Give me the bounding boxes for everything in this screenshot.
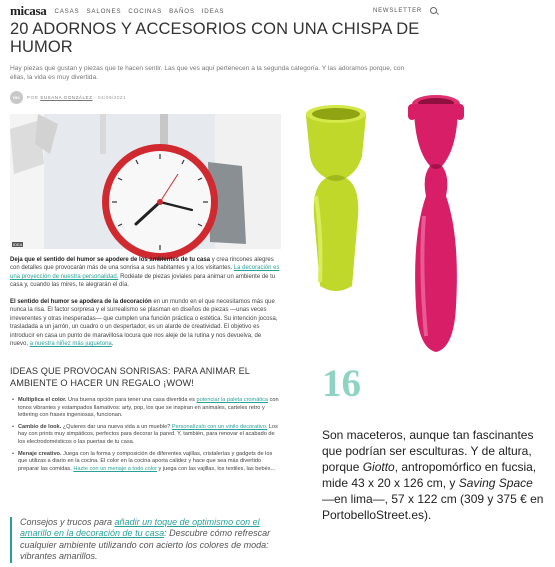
meta-prefix: POR [27, 95, 39, 100]
bullet-3-text: Juega con la forma y composición de diferentes vajillas, cristalerías y gadgets de los que utilizas a diario en la cocina. El color en la cocina aporta calidez y hace que sea más divertido preparar las comidas. [18, 450, 273, 472]
author-link[interactable]: SUSANA GONZÁLEZ [40, 95, 93, 100]
bullet-1-link[interactable]: potenciar la paleta cromática [196, 397, 269, 403]
bullet-3-link[interactable]: Hazte con un menaje a todo color [73, 465, 157, 472]
caption-text-3: —en lima—, 57 x 122 cm (309 y 375 € en PortobelloStreet.es). [322, 491, 544, 522]
p2-bold: El sentido del humor se apodera de la decoración [10, 299, 152, 305]
planters-illustration [300, 86, 548, 356]
quote-link[interactable]: añadir un toque de optimismo con el amarillo en la decoración de tu casa [20, 517, 260, 539]
p1-link[interactable]: La decoración es una proyección de nuestra personalidad. [10, 265, 280, 280]
caption-giotto: Giotto [362, 459, 395, 474]
p2-link[interactable]: a nuestra niñez más juguetona [29, 341, 112, 348]
p1-text-end: Rodéate de piezas joviales para animar un ambiente de tu casa y, cuando las mires, te alegrarán el día. [10, 273, 276, 289]
bullet-2-link[interactable]: Personalízalo con un vinilo decorativo. [171, 423, 268, 430]
list-item [12, 424, 280, 447]
bullet-2-text: ¿Quieres dar una nueva vida a un mueble? [61, 423, 172, 430]
fuchsia-planter [408, 95, 464, 352]
bullet-2-text-end: Los hay con prints muy simpáticos, perfectos para decorar la pared. Y, también, para renovar el acabado de los electrodomésticos o las puertas de tu casa. [18, 423, 278, 445]
caption-text-2: , antropomórfico en fucsia, mide 43 x 20 x 126 cm, y [322, 459, 537, 490]
quote-text-end: : Descubre cómo refrescar cualquier ambiente utilizando con acierto los colores de moda: vibrantes amarillos. [20, 528, 271, 562]
nav-link-casas[interactable]: CASAS [54, 7, 80, 15]
nav-link-salones[interactable]: SALONES [86, 7, 122, 15]
section-heading: IDEAS QUE PROVOCAN SONRISAS: PARA ANIMAR EL AMBIENTE O HACER UN REGALO ¡WOW! [10, 366, 250, 388]
bullet-3-text-end: y juega con las vajillas, los textiles, las bebés... [157, 465, 276, 472]
caption-saving-space: Saving Space [458, 475, 533, 490]
nav-link-banos[interactable]: BAÑOS [169, 7, 195, 15]
list-item [12, 451, 280, 474]
author-row [10, 91, 126, 104]
nav-link-cocinas[interactable]: COCINAS [128, 7, 163, 15]
bullet-1-text-end: con tonos vibrantes y estampados llamativos: arty, pop, los que se inspiran en animales, carteles retro y lettering con frases ingeniosas, funcionan. [18, 397, 279, 419]
article-title: 20 ADORNOS Y ACCESORIOS CON UNA CHISPA DE HUMOR [10, 20, 420, 56]
quote-text: Consejos y trucos para [20, 517, 115, 527]
article-date: 04/09/2021 [98, 95, 127, 100]
item-number: 16 [322, 362, 361, 405]
p2-text: en un mundo en el que necesitamos más que nunca la risa. El factor sorpresa y el surrealismo se plasman en diseños de piezas —unas veces irreverentes y otras inesperadas— que cumplen una función práctica o estética. Su intención jocosa, trasladada a un jarrón, un cuadro o un despertador, es un alarde de creatividad. El objetivo es introducir en casa un punto de maravillosa locura que nos aleje de la rutina y nos devuelva, de nuevo, [10, 299, 278, 348]
site-logo[interactable]: micasa [10, 3, 47, 18]
bullet-3-bold: Menaje creativo. [18, 450, 62, 457]
paragraph-2 [10, 298, 280, 348]
ideas-list [12, 397, 280, 477]
article-meta [27, 95, 126, 100]
product-caption [322, 428, 544, 523]
image-tag: IDEA [13, 242, 23, 247]
hero-image [10, 114, 281, 249]
bullet-1-bold: Multiplica el color. [18, 397, 67, 403]
bullet-2-bold: Cambio de look. [18, 423, 62, 430]
product-photo [300, 86, 548, 356]
list-item [12, 397, 280, 420]
meta-separator: · [94, 95, 97, 100]
caption-text: Son maceteros, aunque tan fascinantes que podrían ser esculturas. Y de altura, porque [322, 428, 534, 474]
clock-photo [10, 114, 281, 249]
bullet-1-text: Una buena opción para tener una casa divertida es [66, 397, 197, 403]
avatar: mc [10, 91, 23, 104]
search-icon[interactable] [430, 7, 438, 15]
lime-planter [306, 105, 366, 291]
p1-text: y crea rincones alegres con detalles que provocarán más de una sonrisa a sus habitantes y a los visitantes. [10, 257, 274, 272]
p1-bold: Deja que el sentido del humor se apodere de los ambientes de tu casa [10, 257, 211, 263]
p2-text-end: . [111, 341, 114, 348]
paragraph-1 [10, 256, 280, 290]
newsletter-link[interactable]: NEWSLETTER [373, 8, 423, 14]
top-navigation [10, 4, 430, 18]
article-lead: Hay piezas que gustan y piezas que te hacen sentir. Las que ves aquí pertenecen a la segunda categoría. Y las adoramos porque, con ellas, la vida es muy divertida. [10, 65, 405, 81]
tips-quote [10, 517, 290, 563]
nav-link-ideas[interactable]: IDEAS [201, 7, 225, 15]
